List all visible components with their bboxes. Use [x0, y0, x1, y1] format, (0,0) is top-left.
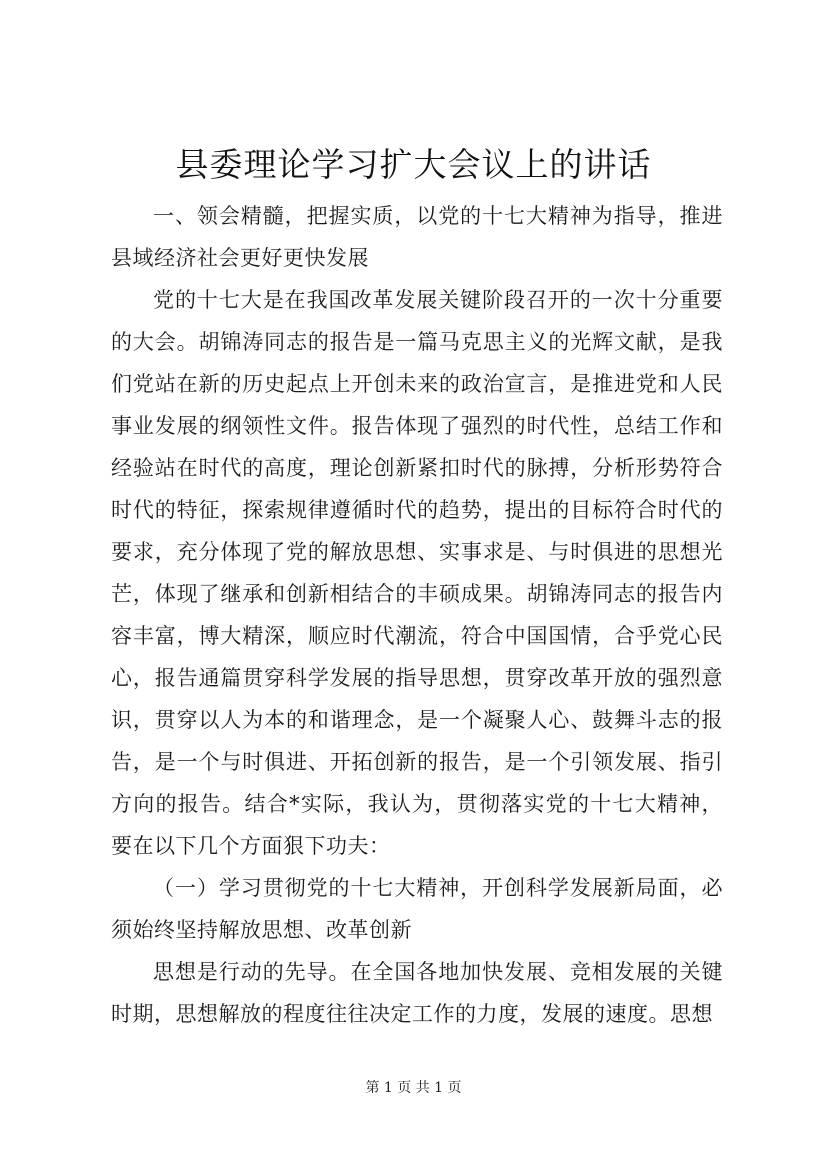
body-paragraph: 思想是行动的先导。在全国各地加快发展、竞相发展的关键时期，思想解放的程度往往决定工作的力度，发展的速度。思想: [111, 960, 723, 1026]
subsection-heading: （一）学习贯彻党的十七大精神，开创科学发展新局面，必须始终坚持解放思想、改革创新: [111, 876, 723, 942]
document-title: 县委理论学习扩大会议上的讲话: [175, 145, 652, 184]
section-heading: 一、领会精髓，把握实质，以党的十七大精神为指导，推进县域经济社会更好更快发展: [111, 204, 723, 270]
document-body: [111, 195, 723, 1035]
page-footer: 第 1 页 共 1 页: [365, 1080, 462, 1096]
body-paragraph: 党的十七大是在我国改革发展关键阶段召开的一次十分重要的大会。胡锦涛同志的报告是一篇马克思主义的光辉文献，是我们党站在新的历史起点上开创未来的政治宣言，是推进党和人民事业发展的纲领性文件。报告体现了强烈的时代性，总结工作和经验站在时代的高度，理论创新紧扣时代的脉搏，分析形势符合时代的特征，探索规律遵循时代的趋势，提出的目标符合时代的要求，充分体现了党的解放思想、实事求是、与时俱进的思想光芒，体现了继承和创新相结合的丰硕成果。胡锦涛同志的报告内容丰富，博大精深，顺应时代潮流，符合中国国情，合乎党心民心，报告通篇贯穿科学发展的指导思想，贯穿改革开放的强烈意识，贯穿以人为本的和谐理念，是一个凝聚人心、鼓舞斗志的报告，是一个与时俱进、开拓创新的报告，是一个引领发展、指引方向的报告。结合*实际，我认为，贯彻落实党的十七大精神，要在以下几个方面狠下功夫：: [111, 288, 723, 858]
